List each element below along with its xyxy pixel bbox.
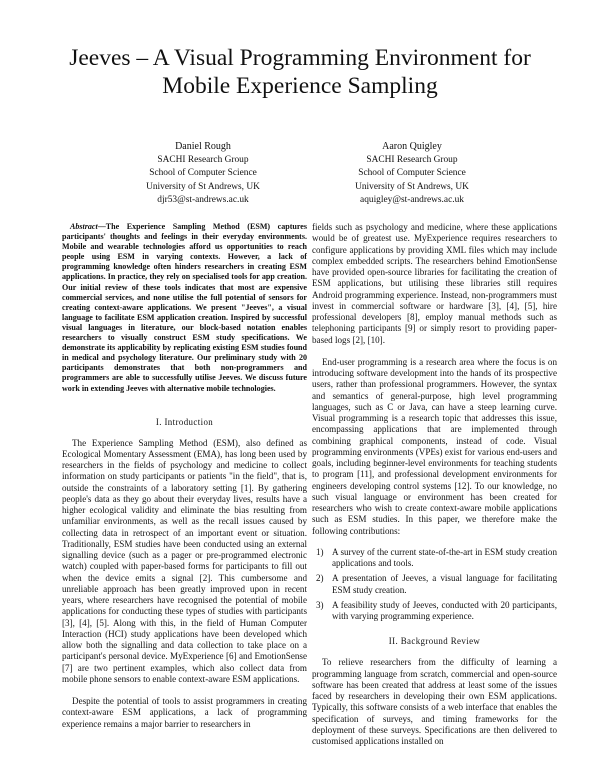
left-column [62,222,307,730]
paragraph: Despite the potential of tools to assist programmers in creating context-aware ESM applications, a lack of programming experience remains a major barrier to researchers in [62,696,307,729]
title-line-2: Mobile Experience Sampling [162,73,438,99]
right-column [312,222,557,747]
author-university: University of St Andrews, UK [355,181,469,192]
list-text: A survey of the current state-of-the-art in ESM study creation applications and tools. [332,546,557,568]
abstract-text: —The Experience Sampling Method (ESM) captures participants' thoughts and feelings in their everyday environments. Mobile and wearable technologies afford us opportunities to reach people using ESM in varying contexts. However, a lack of programming knowledge often hinders researchers in creating ESM applications. In practice, they rely on specialised tools for app creation. Our initial review of these tools indicates that most are expensive commercial services, and none utilise the full potential of sensors for creating context-aware applications. We present "Jeeves", a visual language to facilitate ESM application creation. Inspired by successful visual languages in literature, our block-based notation enables researchers to visually construct ESM study specifications. We demonstrate its applicability by replicating existing ESM studies found in medical and psychology literature. Our preliminary study with 20 participants demonstrates that both non-programmers and programmers are able to successfully utilise Jeeves. We discuss future work in extending Jeeves with alternative mobile technologies. [62,222,307,393]
paragraph: To relieve researchers from the difficulty of learning a programming language from scratch, commercial and open-source software has been created that address at least some of the issues faced by researchers in developing their own ESM applications. Typically, this software consists of a web interface that enables the specification of surveys, and timing frameworks for the deployment of these surveys. Specifications are then delivered to customised applications installed on [312,657,557,746]
author-email: aquigley@st-andrews.ac.uk [360,195,464,206]
list-number: 1) [316,546,324,557]
list-item [312,600,557,623]
contribution-list [312,547,557,623]
list-text: A feasibility study of Jeeves, conducted with 20 participants, with varying programming experience. [332,599,557,621]
paragraph: End-user programming is a research area where the focus is on introducing software development into the hands of its prospective users, rather than professional programmers. However, the syntax and semantics of general-purpose, high level programming languages, such as C or Java, can have a steep learning curve. Visual programming is a research topic that addresses this issue, encompassing applications that are implemented through combining graphical components, instead of code. Visual programming environments (VPEs) exist for various end-users and goals, including beginner-level environments for teaching students to program [11], and professional development environments for engineers developing control systems [12]. To our knowledge, no such visual language or environment has been created for researchers who wish to create context-aware mobile applications such as ESM studies. In this paper, we therefore make the following contributions: [312,356,557,536]
paragraph: fields such as psychology and medicine, where these applications would be of greatest use. MyExperience requires researchers to configure applications by providing XML files which may include complex embedded scripts. The researchers behind EmotionSense have provided open-source libraries for facilitating the creation of ESM applications, but utilising these libraries still requires Android programming experience. Instead, non-programmers must invest in commercial software or hardware [3], [4], [5], hire professional developers [8], employ manual methods such as telephoning participants [9] or simply resort to providing paper-based logs [2], [10]. [312,222,557,345]
section-heading-introduction: I. Introduction [155,416,214,427]
author-school: School of Computer Science [358,168,466,179]
paper-title [40,44,560,100]
list-item [312,547,557,570]
title-line-1: Jeeves – A Visual Programming Environment for [69,45,531,71]
author-school: School of Computer Science [149,168,257,179]
paragraph: The Experience Sampling Method (ESM), also defined as Ecological Momentary Assessment (EMA), has long been used by researchers in the fields of psychology and medicine to collect information on study participants or patients "in the field", that is, outside the constraints of a laboratory setting [1]. By gathering people's data as they go about their everyday lives, results have a higher ecological validity and eliminate the bias resulting from unfamiliar environments, as well as the recall issues caused by collecting data in retrospect of an important event or situation. Traditionally, ESM studies have been conducted using an external signalling device (such as a pager or pre-programmed electronic watch) coupled with paper-based forms for participants to fill out when the device emits a signal [2]. This cumbersome and unreliable approach has been greatly improved upon in recent years, where researchers have recognised the potential of mobile applications for conducting these types of studies with participants [3], [4], [5]. Along with this, in the field of Human Computer Interaction (HCI) study applications have been developed which allow both the signalling and data collection to take place on a participant's personal device. MyExperience [6] and EmotionSense [7] are two pertinent examples, which also collect data from mobile phone sensors to enable context-aware ESM applications. [62,437,307,684]
list-item [312,573,557,596]
author-name: Daniel Rough [175,141,231,152]
list-number: 2) [316,573,324,584]
author-email: djr53@st-andrews.ac.uk [157,195,249,206]
section-heading-background: II. Background Review [388,636,481,647]
author-group: SACHI Research Group [157,154,249,165]
author-block-quigley [297,140,527,208]
list-number: 3) [316,599,324,610]
author-name: Aaron Quigley [382,141,442,152]
abstract [62,222,307,394]
list-text: A presentation of Jeeves, a visual language for facilitating ESM study creation. [332,573,557,595]
author-group: SACHI Research Group [366,154,458,165]
author-university: University of St Andrews, UK [146,181,260,192]
abstract-label: Abstract [70,222,98,231]
author-block-rough [88,140,318,208]
